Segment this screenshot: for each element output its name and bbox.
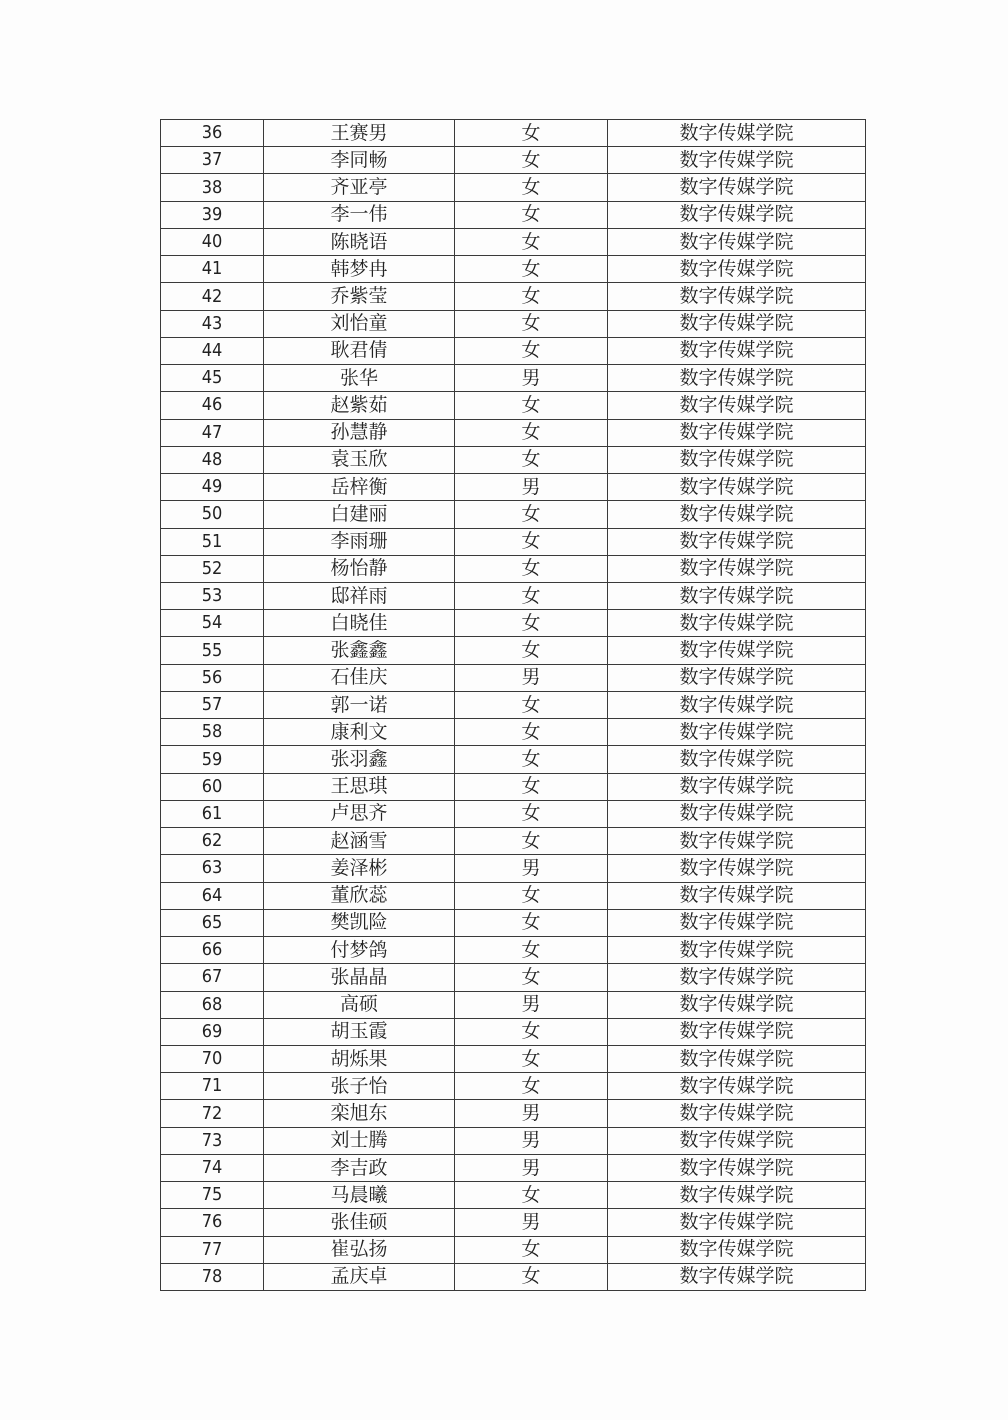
college-cell: 数字传媒学院: [608, 964, 866, 991]
college-cell: 数字传媒学院: [608, 228, 866, 255]
student-name-cell: 李一伟: [264, 201, 455, 228]
college-cell: 数字传媒学院: [608, 909, 866, 936]
table-row: [161, 664, 866, 691]
college-cell: 数字传媒学院: [608, 882, 866, 909]
gender-cell: 女: [455, 228, 608, 255]
student-name-cell: 刘怡童: [264, 310, 455, 337]
table-row: [161, 1018, 866, 1045]
gender-cell: 男: [455, 1127, 608, 1154]
row-number-cell: 65: [161, 909, 264, 936]
student-name-cell: 郭一诺: [264, 691, 455, 718]
gender-cell: 女: [455, 719, 608, 746]
gender-cell: 男: [455, 855, 608, 882]
gender-cell: 男: [455, 1209, 608, 1236]
row-number-cell: 46: [161, 392, 264, 419]
college-cell: 数字传媒学院: [608, 1127, 866, 1154]
college-cell: 数字传媒学院: [608, 637, 866, 664]
row-number-cell: 54: [161, 610, 264, 637]
row-number-cell: 44: [161, 337, 264, 364]
gender-cell: 女: [455, 501, 608, 528]
college-cell: 数字传媒学院: [608, 800, 866, 827]
table-row: [161, 228, 866, 255]
row-number-cell: 71: [161, 1073, 264, 1100]
table-row: [161, 610, 866, 637]
table-row: [161, 909, 866, 936]
college-cell: 数字传媒学院: [608, 310, 866, 337]
student-name-cell: 齐亚亭: [264, 174, 455, 201]
row-number-cell: 66: [161, 937, 264, 964]
student-name-cell: 康利文: [264, 719, 455, 746]
student-name-cell: 张子怡: [264, 1073, 455, 1100]
college-cell: 数字传媒学院: [608, 855, 866, 882]
student-name-cell: 李雨珊: [264, 528, 455, 555]
college-cell: 数字传媒学院: [608, 147, 866, 174]
college-cell: 数字传媒学院: [608, 1154, 866, 1181]
college-cell: 数字传媒学院: [608, 746, 866, 773]
student-name-cell: 高硕: [264, 991, 455, 1018]
row-number-cell: 56: [161, 664, 264, 691]
row-number-cell: 55: [161, 637, 264, 664]
table-row: [161, 365, 866, 392]
gender-cell: 女: [455, 937, 608, 964]
college-cell: 数字传媒学院: [608, 773, 866, 800]
table-row: [161, 773, 866, 800]
gender-cell: 女: [455, 1263, 608, 1290]
gender-cell: 女: [455, 773, 608, 800]
college-cell: 数字传媒学院: [608, 392, 866, 419]
row-number-cell: 72: [161, 1100, 264, 1127]
table-row: [161, 1209, 866, 1236]
row-number-cell: 77: [161, 1236, 264, 1263]
gender-cell: 女: [455, 1018, 608, 1045]
table-row: [161, 1236, 866, 1263]
student-name-cell: 耿君倩: [264, 337, 455, 364]
table-row: [161, 582, 866, 609]
gender-cell: 女: [455, 1236, 608, 1263]
student-name-cell: 赵涵雪: [264, 828, 455, 855]
row-number-cell: 39: [161, 201, 264, 228]
table-row: [161, 637, 866, 664]
college-cell: 数字传媒学院: [608, 1045, 866, 1072]
table-row: [161, 828, 866, 855]
row-number-cell: 76: [161, 1209, 264, 1236]
gender-cell: 女: [455, 582, 608, 609]
row-number-cell: 38: [161, 174, 264, 201]
college-cell: 数字传媒学院: [608, 582, 866, 609]
college-cell: 数字传媒学院: [608, 120, 866, 147]
row-number-cell: 61: [161, 800, 264, 827]
row-number-cell: 70: [161, 1045, 264, 1072]
row-number-cell: 69: [161, 1018, 264, 1045]
student-name-cell: 白晓佳: [264, 610, 455, 637]
table-row: [161, 174, 866, 201]
gender-cell: 女: [455, 174, 608, 201]
row-number-cell: 52: [161, 555, 264, 582]
college-cell: 数字传媒学院: [608, 555, 866, 582]
college-cell: 数字传媒学院: [608, 664, 866, 691]
row-number-cell: 63: [161, 855, 264, 882]
college-cell: 数字传媒学院: [608, 719, 866, 746]
table-row: [161, 392, 866, 419]
gender-cell: 女: [455, 256, 608, 283]
college-cell: 数字传媒学院: [608, 446, 866, 473]
gender-cell: 男: [455, 474, 608, 501]
row-number-cell: 41: [161, 256, 264, 283]
college-cell: 数字传媒学院: [608, 419, 866, 446]
gender-cell: 女: [455, 120, 608, 147]
table-row: [161, 964, 866, 991]
gender-cell: 男: [455, 991, 608, 1018]
table-row: [161, 474, 866, 501]
college-cell: 数字传媒学院: [608, 365, 866, 392]
table-row: [161, 147, 866, 174]
college-cell: 数字传媒学院: [608, 937, 866, 964]
table-row: [161, 1182, 866, 1209]
gender-cell: 男: [455, 1100, 608, 1127]
student-name-cell: 付梦鸽: [264, 937, 455, 964]
gender-cell: 男: [455, 365, 608, 392]
student-name-cell: 董欣蕊: [264, 882, 455, 909]
gender-cell: 女: [455, 964, 608, 991]
gender-cell: 女: [455, 419, 608, 446]
student-name-cell: 张佳硕: [264, 1209, 455, 1236]
student-name-cell: 刘士腾: [264, 1127, 455, 1154]
gender-cell: 女: [455, 610, 608, 637]
row-number-cell: 37: [161, 147, 264, 174]
student-name-cell: 樊凯险: [264, 909, 455, 936]
table-row: [161, 1073, 866, 1100]
student-name-cell: 张鑫鑫: [264, 637, 455, 664]
college-cell: 数字传媒学院: [608, 1236, 866, 1263]
row-number-cell: 64: [161, 882, 264, 909]
row-number-cell: 48: [161, 446, 264, 473]
gender-cell: 女: [455, 310, 608, 337]
row-number-cell: 73: [161, 1127, 264, 1154]
student-name-cell: 乔紫莹: [264, 283, 455, 310]
student-name-cell: 张晶晶: [264, 964, 455, 991]
table-row: [161, 882, 866, 909]
table-row: [161, 310, 866, 337]
table-row: [161, 800, 866, 827]
gender-cell: 女: [455, 1182, 608, 1209]
row-number-cell: 78: [161, 1263, 264, 1290]
gender-cell: 女: [455, 446, 608, 473]
gender-cell: 女: [455, 1073, 608, 1100]
college-cell: 数字传媒学院: [608, 501, 866, 528]
student-name-cell: 杨怡静: [264, 555, 455, 582]
row-number-cell: 36: [161, 120, 264, 147]
student-name-cell: 岳梓衡: [264, 474, 455, 501]
college-cell: 数字传媒学院: [608, 1073, 866, 1100]
college-cell: 数字传媒学院: [608, 201, 866, 228]
row-number-cell: 50: [161, 501, 264, 528]
college-cell: 数字传媒学院: [608, 691, 866, 718]
gender-cell: 女: [455, 147, 608, 174]
gender-cell: 女: [455, 746, 608, 773]
student-name-cell: 卢思齐: [264, 800, 455, 827]
row-number-cell: 75: [161, 1182, 264, 1209]
table-row: [161, 937, 866, 964]
table-row: [161, 501, 866, 528]
table-row: [161, 201, 866, 228]
table-row: [161, 991, 866, 1018]
student-name-cell: 胡烁果: [264, 1045, 455, 1072]
row-number-cell: 51: [161, 528, 264, 555]
student-name-cell: 白建丽: [264, 501, 455, 528]
student-name-cell: 邸祥雨: [264, 582, 455, 609]
table-row: [161, 1127, 866, 1154]
table-row: [161, 1045, 866, 1072]
table-row: [161, 746, 866, 773]
roster-body: [161, 120, 866, 1291]
row-number-cell: 49: [161, 474, 264, 501]
student-name-cell: 李同畅: [264, 147, 455, 174]
table-row: [161, 855, 866, 882]
college-cell: 数字传媒学院: [608, 1182, 866, 1209]
row-number-cell: 58: [161, 719, 264, 746]
table-row: [161, 283, 866, 310]
row-number-cell: 43: [161, 310, 264, 337]
student-name-cell: 韩梦冉: [264, 256, 455, 283]
gender-cell: 女: [455, 283, 608, 310]
college-cell: 数字传媒学院: [608, 991, 866, 1018]
student-name-cell: 姜泽彬: [264, 855, 455, 882]
gender-cell: 女: [455, 337, 608, 364]
row-number-cell: 53: [161, 582, 264, 609]
table-row: [161, 691, 866, 718]
student-name-cell: 孙慧静: [264, 419, 455, 446]
row-number-cell: 67: [161, 964, 264, 991]
table-row: [161, 419, 866, 446]
college-cell: 数字传媒学院: [608, 174, 866, 201]
student-name-cell: 马晨曦: [264, 1182, 455, 1209]
table-row: [161, 719, 866, 746]
college-cell: 数字传媒学院: [608, 528, 866, 555]
college-cell: 数字传媒学院: [608, 283, 866, 310]
student-name-cell: 胡玉霞: [264, 1018, 455, 1045]
row-number-cell: 62: [161, 828, 264, 855]
table-row: [161, 337, 866, 364]
row-number-cell: 45: [161, 365, 264, 392]
gender-cell: 男: [455, 664, 608, 691]
college-cell: 数字传媒学院: [608, 337, 866, 364]
gender-cell: 女: [455, 828, 608, 855]
gender-cell: 女: [455, 528, 608, 555]
gender-cell: 女: [455, 201, 608, 228]
table-row: [161, 555, 866, 582]
student-name-cell: 石佳庆: [264, 664, 455, 691]
student-name-cell: 栾旭东: [264, 1100, 455, 1127]
table-row: [161, 1263, 866, 1290]
gender-cell: 女: [455, 637, 608, 664]
table-row: [161, 256, 866, 283]
table-row: [161, 1100, 866, 1127]
college-cell: 数字传媒学院: [608, 1018, 866, 1045]
gender-cell: 女: [455, 909, 608, 936]
college-cell: 数字传媒学院: [608, 1209, 866, 1236]
student-name-cell: 王思琪: [264, 773, 455, 800]
student-name-cell: 孟庆卓: [264, 1263, 455, 1290]
gender-cell: 女: [455, 1045, 608, 1072]
college-cell: 数字传媒学院: [608, 1263, 866, 1290]
gender-cell: 女: [455, 882, 608, 909]
gender-cell: 女: [455, 392, 608, 419]
college-cell: 数字传媒学院: [608, 474, 866, 501]
table-row: [161, 1154, 866, 1181]
student-name-cell: 张羽鑫: [264, 746, 455, 773]
student-name-cell: 陈晓语: [264, 228, 455, 255]
college-cell: 数字传媒学院: [608, 256, 866, 283]
student-name-cell: 崔弘扬: [264, 1236, 455, 1263]
student-name-cell: 张华: [264, 365, 455, 392]
gender-cell: 男: [455, 1154, 608, 1181]
table-row: [161, 528, 866, 555]
row-number-cell: 40: [161, 228, 264, 255]
student-name-cell: 李吉政: [264, 1154, 455, 1181]
college-cell: 数字传媒学院: [608, 1100, 866, 1127]
row-number-cell: 57: [161, 691, 264, 718]
row-number-cell: 60: [161, 773, 264, 800]
gender-cell: 女: [455, 691, 608, 718]
row-number-cell: 74: [161, 1154, 264, 1181]
student-name-cell: 袁玉欣: [264, 446, 455, 473]
table-row: [161, 446, 866, 473]
student-name-cell: 王赛男: [264, 120, 455, 147]
row-number-cell: 68: [161, 991, 264, 1018]
student-name-cell: 赵紫茹: [264, 392, 455, 419]
gender-cell: 女: [455, 555, 608, 582]
table-row: [161, 120, 866, 147]
gender-cell: 女: [455, 800, 608, 827]
student-roster-table: [160, 119, 866, 1291]
row-number-cell: 42: [161, 283, 264, 310]
college-cell: 数字传媒学院: [608, 610, 866, 637]
college-cell: 数字传媒学院: [608, 828, 866, 855]
row-number-cell: 59: [161, 746, 264, 773]
row-number-cell: 47: [161, 419, 264, 446]
